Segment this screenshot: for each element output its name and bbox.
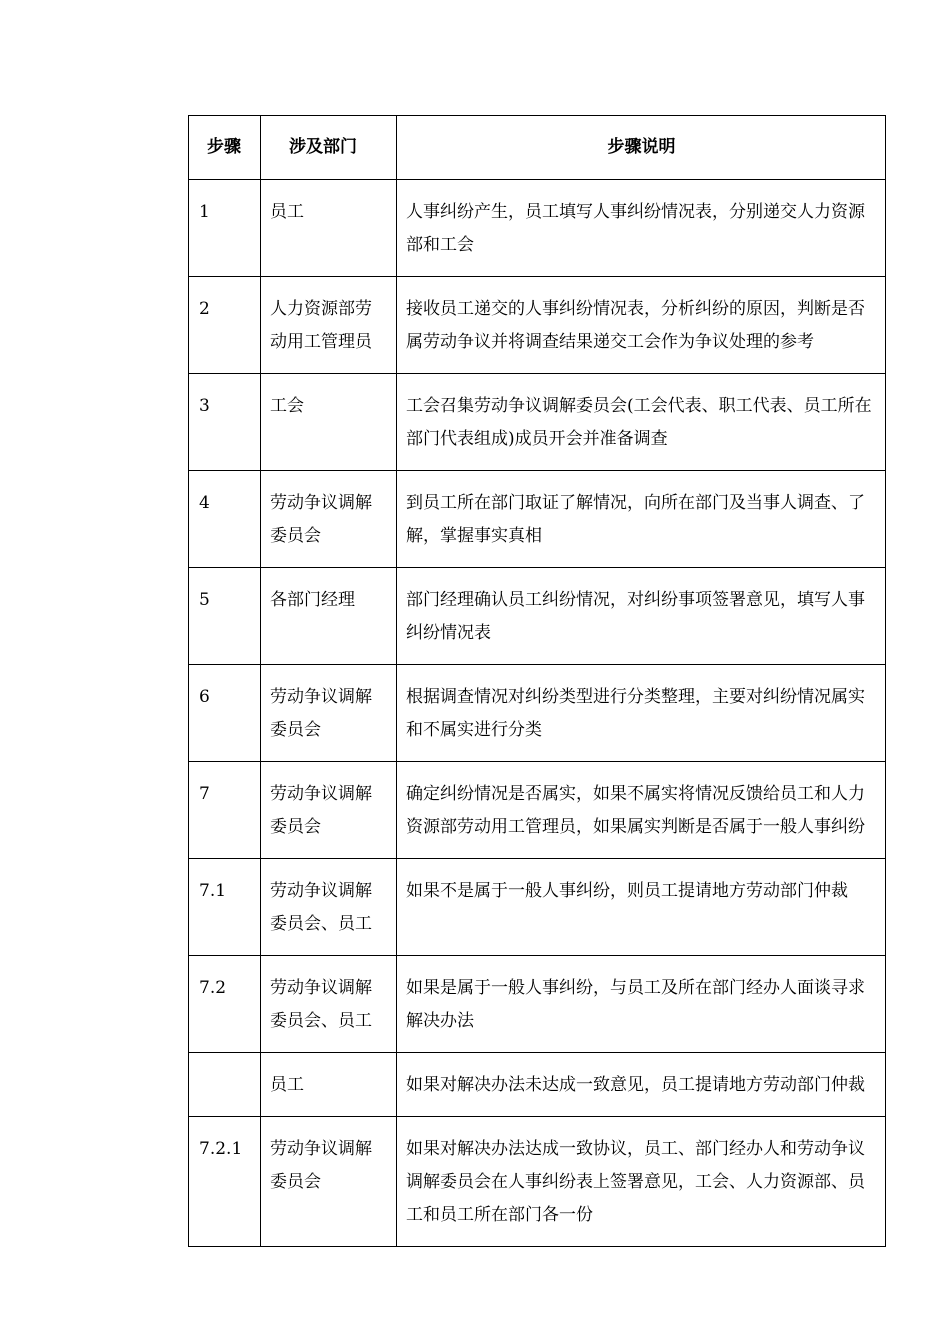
- department-cell: 劳动争议调解委员会: [261, 1117, 397, 1247]
- department-cell: 劳动争议调解委员会、员工: [261, 956, 397, 1053]
- step-number: 7.2.1: [189, 1117, 261, 1247]
- table-row: [189, 665, 886, 762]
- department-cell: 工会: [261, 374, 397, 471]
- department-cell: 劳动争议调解委员会: [261, 665, 397, 762]
- department-cell: 员工: [261, 180, 397, 277]
- department-cell: 劳动争议调解委员会、员工: [261, 859, 397, 956]
- description-cell: 如果不是属于一般人事纠纷，则员工提请地方劳动部门仲裁: [397, 859, 886, 956]
- description-cell: 人事纠纷产生，员工填写人事纠纷情况表，分别递交人力资源部和工会: [397, 180, 886, 277]
- table-row: [189, 1117, 886, 1247]
- step-number: 3: [189, 374, 261, 471]
- table-row: [189, 471, 886, 568]
- department-cell: 各部门经理: [261, 568, 397, 665]
- department-cell: 劳动争议调解委员会: [261, 762, 397, 859]
- table-row: [189, 762, 886, 859]
- description-cell: 如果是属于一般人事纠纷，与员工及所在部门经办人面谈寻求解决办法: [397, 956, 886, 1053]
- description-cell: 到员工所在部门取证了解情况，向所在部门及当事人调查、了解，掌握事实真相: [397, 471, 886, 568]
- table-row: [189, 1053, 886, 1117]
- step-number: 1: [189, 180, 261, 277]
- step-number: 2: [189, 277, 261, 374]
- step-number: [189, 1053, 261, 1117]
- step-number: 5: [189, 568, 261, 665]
- description-cell: 如果对解决办法达成一致协议，员工、部门经办人和劳动争议调解委员会在人事纠纷表上签署意见，工会、人力资源部、员工和员工所在部门各一份: [397, 1117, 886, 1247]
- description-cell: 如果对解决办法未达成一致意见，员工提请地方劳动部门仲裁: [397, 1053, 886, 1117]
- table-header-row: [189, 116, 886, 180]
- step-number: 6: [189, 665, 261, 762]
- header-step: 步骤: [189, 116, 261, 180]
- department-cell: 劳动争议调解委员会: [261, 471, 397, 568]
- process-steps-table: [188, 115, 886, 1247]
- header-department: 涉及部门: [261, 116, 397, 180]
- table-row: [189, 859, 886, 956]
- step-number: 7.2: [189, 956, 261, 1053]
- step-number: 4: [189, 471, 261, 568]
- table-row: [189, 374, 886, 471]
- description-cell: 根据调查情况对纠纷类型进行分类整理，主要对纠纷情况属实和不属实进行分类: [397, 665, 886, 762]
- step-number: 7: [189, 762, 261, 859]
- description-cell: 接收员工递交的人事纠纷情况表，分析纠纷的原因，判断是否属劳动争议并将调查结果递交工会作为争议处理的参考: [397, 277, 886, 374]
- description-cell: 工会召集劳动争议调解委员会(工会代表、职工代表、员工所在部门代表组成)成员开会并准备调查: [397, 374, 886, 471]
- step-number: 7.1: [189, 859, 261, 956]
- department-cell: 人力资源部劳动用工管理员: [261, 277, 397, 374]
- header-description: 步骤说明: [397, 116, 886, 180]
- table-row: [189, 568, 886, 665]
- description-cell: 部门经理确认员工纠纷情况，对纠纷事项签署意见，填写人事纠纷情况表: [397, 568, 886, 665]
- table-row: [189, 277, 886, 374]
- description-cell: 确定纠纷情况是否属实，如果不属实将情况反馈给员工和人力资源部劳动用工管理员，如果属实判断是否属于一般人事纠纷: [397, 762, 886, 859]
- table-row: [189, 956, 886, 1053]
- department-cell: 员工: [261, 1053, 397, 1117]
- table-row: [189, 180, 886, 277]
